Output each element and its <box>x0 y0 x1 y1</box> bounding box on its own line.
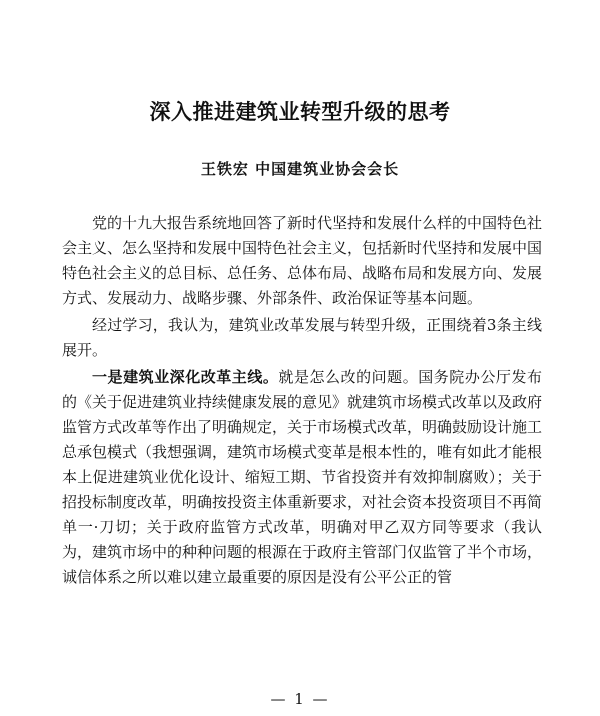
article-title: 深入推进建筑业转型升级的思考 <box>149 99 451 124</box>
paragraph-lead: 一是建筑业深化改革主线。 <box>92 368 279 386</box>
paragraph-3 <box>62 365 542 590</box>
article-author: 王铁宏 中国建筑业协会会长 <box>200 160 400 178</box>
paragraph-text: 就是怎么改的问题。国务院办公厅发布的《关于促进建筑业持续健康发展的意见》就建筑市场模式改革以及政府监管方式改革等作出了明确规定，关于市场模式改革，明确鼓励设计施工总承包模式（我想强调，建筑市场模式变革是根本性的，唯有如此才能根本上促进建筑业优化设计、缩短工期、节省投资并有效抑制腐败）；关于招投标制度改革，明确按投资主体重新要求，对社会资本投资项目不再简单一·刀切；关于政府监管方式改革，明确对甲乙双方同等要求（我认为，建筑市场中的种种问题的根源在于政府主管部门仅监管了半个市场，诚信体系之所以难以建立最重要的原因是没有公平公正的管 <box>62 368 543 586</box>
article-body <box>62 211 542 592</box>
paragraph-1 <box>62 211 542 311</box>
paragraph-2 <box>62 313 542 363</box>
paragraph-text: 经过学习，我认为，建筑业改革发展与转型升级，正围绕着3条主线展开。 <box>62 316 542 359</box>
paragraph-text: 党的十九大报告系统地回答了新时代坚持和发展什么样的中国特色社会主义、怎么坚持和发展中国特色社会主义，包括新时代坚持和发展中国特色社会主义的总目标、总任务、总体布局、战略布局和发展方向、发展方式、发展动力、战略步骤、外部条件、政治保证等基本问题。 <box>62 214 543 307</box>
page-number: — 1 — <box>270 690 330 708</box>
